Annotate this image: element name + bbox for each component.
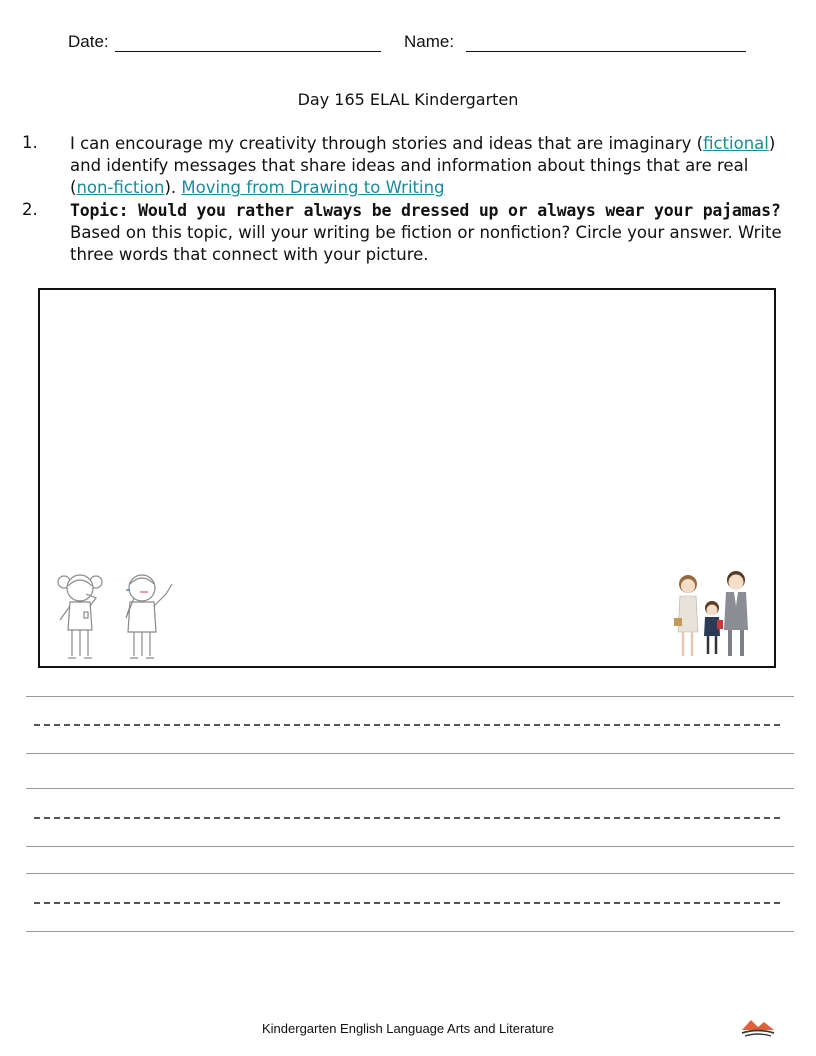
page-footer: Kindergarten English Language Arts and Literature (262, 1021, 554, 1036)
pajama-kids-illustration (56, 568, 196, 664)
writing-line-mid-2[interactable] (34, 817, 780, 819)
objective-2-number: 2. (22, 200, 38, 219)
name-field (404, 32, 746, 52)
objective-1-number: 1. (22, 133, 38, 152)
writing-line-top-1[interactable] (26, 696, 794, 697)
date-blank[interactable] (115, 35, 381, 52)
writing-line-top-3[interactable] (26, 873, 794, 874)
writing-line-base-3[interactable] (26, 931, 794, 932)
objective-1-text: I can encourage my creativity through stories and ideas that are imaginary (fictional) and identify messages that share ideas and information about things that are real (non-fiction). Moving from Drawing to Writing (70, 134, 776, 198)
date-field (68, 32, 381, 52)
writing-line-mid-3[interactable] (34, 902, 780, 904)
topic-question: Topic: Would you rather always be dressed up or always wear your pajamas? (70, 201, 781, 220)
name-blank[interactable] (466, 35, 746, 52)
writing-line-base-2[interactable] (26, 846, 794, 847)
page-title: Day 165 ELAL Kindergarten (297, 90, 519, 109)
dressed-up-family-illustration (670, 570, 760, 660)
name-label: Name: (404, 32, 455, 51)
drawing-box[interactable] (38, 288, 776, 668)
objective-2-text (70, 200, 790, 267)
writing-line-base-1[interactable] (26, 753, 794, 754)
non-fiction-link[interactable]: non-fiction (76, 178, 165, 198)
writing-line-top-2[interactable] (26, 788, 794, 789)
topic-instructions: Based on this topic, will your writing be fiction or nonfiction? Circle your answer. Write three words that connect with your picture. (70, 223, 782, 265)
moving-from-drawing-to-writing-link[interactable]: Moving from Drawing to Writing (181, 178, 445, 198)
mountain-logo-icon (740, 1016, 776, 1038)
date-label: Date: (68, 32, 109, 51)
writing-line-mid-1[interactable] (34, 724, 780, 726)
fictional-link[interactable]: fictional (703, 134, 769, 153)
